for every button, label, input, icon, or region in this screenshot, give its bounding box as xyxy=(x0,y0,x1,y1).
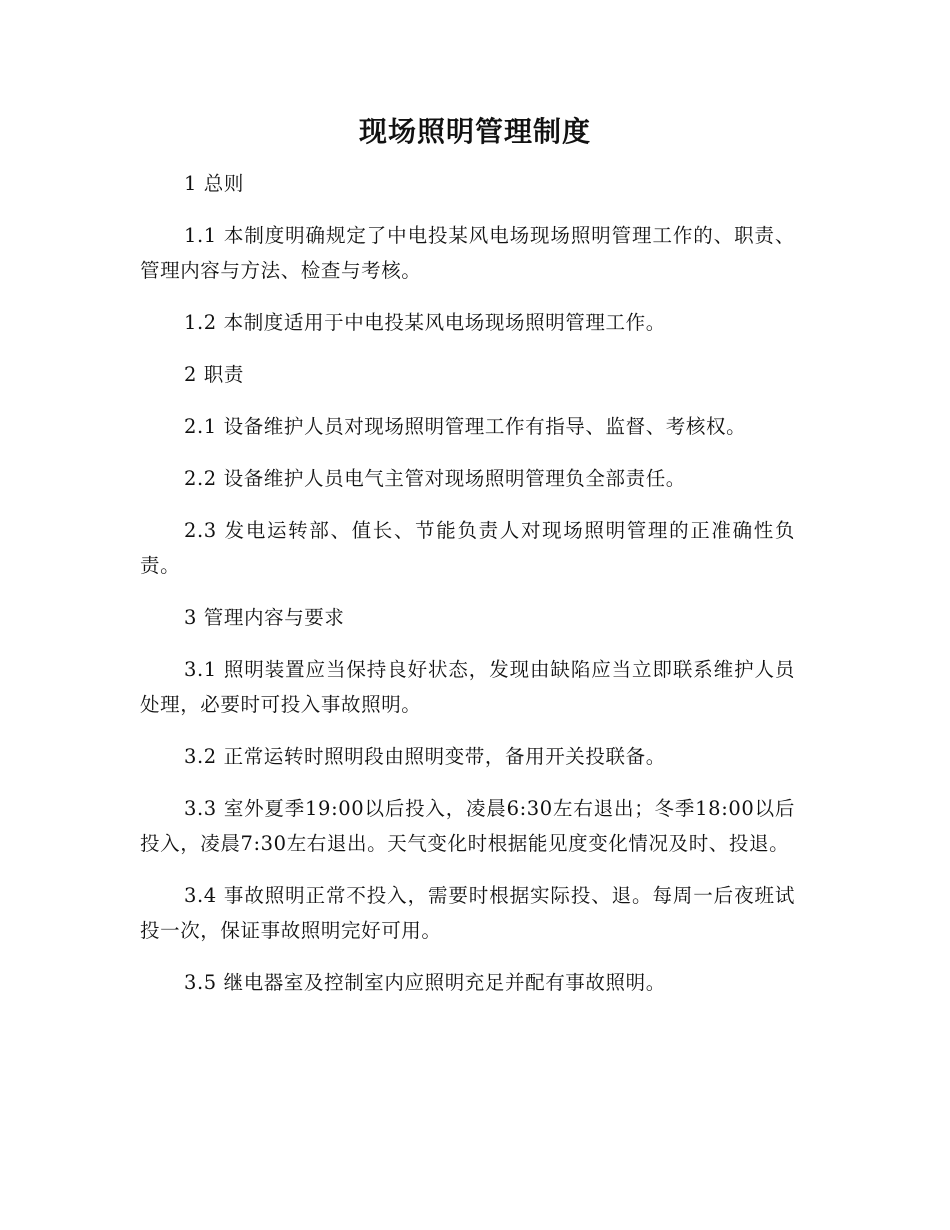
clause-1-1: 1.1 本制度明确规定了中电投某风电场现场照明管理工作的、职责、管理内容与方法、检查与考核。 xyxy=(140,224,795,282)
document-title: 现场照明管理制度 xyxy=(358,115,591,148)
clause-2-2: 2.2 设备维护人员电气主管对现场照明管理负全部责任。 xyxy=(184,467,686,490)
clause-3-3: 3.3 室外夏季19:00以后投入，凌晨6:30左右退出；冬季18:00以后投入，凌晨7:30左右退出。天气变化时根据能见度变化情况及时、投退。 xyxy=(140,797,795,855)
section-heading-duties: 2 职责 xyxy=(184,363,245,386)
clause-2-1: 2.1 设备维护人员对现场照明管理工作有指导、监督、考核权。 xyxy=(184,415,747,438)
section-heading-general: 1 总则 xyxy=(184,172,245,195)
document-body xyxy=(140,166,795,1017)
clause-2-3: 2.3 发电运转部、值长、节能负责人对现场照明管理的正准确性负责。 xyxy=(140,519,795,577)
clause-3-1: 3.1 照明装置应当保持良好状态，发现由缺陷应当立即联系维护人员处理，必要时可投入事故照明。 xyxy=(140,658,795,716)
clause-3-5: 3.5 继电器室及控制室内应照明充足并配有事故照明。 xyxy=(184,971,666,994)
clause-1-2: 1.2 本制度适用于中电投某风电场现场照明管理工作。 xyxy=(184,311,666,334)
section-heading-management: 3 管理内容与要求 xyxy=(184,606,345,629)
clause-3-2: 3.2 正常运转时照明段由照明变带，备用开关投联备。 xyxy=(184,745,666,768)
clause-3-4: 3.4 事故照明正常不投入，需要时根据实际投、退。每周一后夜班试投一次，保证事故照明完好可用。 xyxy=(140,884,795,942)
